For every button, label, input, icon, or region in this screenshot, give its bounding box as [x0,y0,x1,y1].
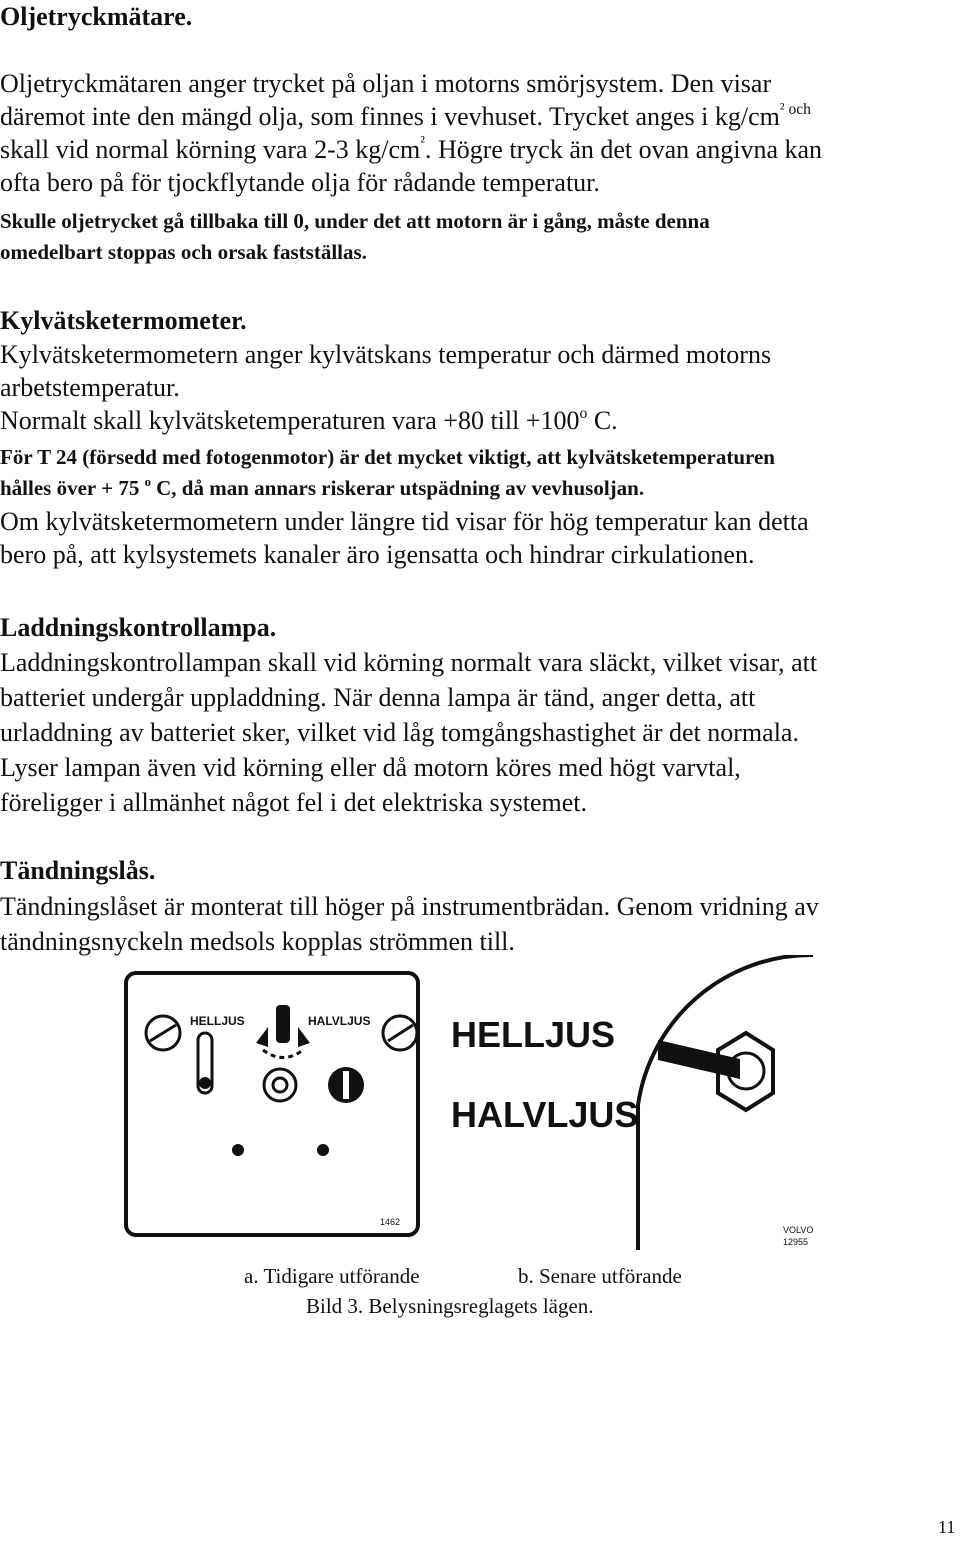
paragraph-coolant-thermometer [0,338,771,437]
bolt-icon [232,1144,244,1156]
helljus-label-small: HELLJUS [190,1014,245,1028]
text-line: urladdning av batteriet sker, vilket vid låg tomgångshastighet är det normala. [0,718,799,747]
ignition-key-icon [328,1067,364,1103]
text-line: däremot inte den mängd olja, som finnes i vevhuset. Trycket anges i $kg/cm^{^2 och}$ [0,101,811,131]
text-line: Laddningskontrollampan skall vid körning normalt vara släckt, vilket visar, att [0,648,818,677]
text-line: För T 24 (försedd med fotogenmotor) är det mycket viktigt, att kylvätsketemperaturen [0,445,775,469]
heading-ignition-lock: Tändningslås. [0,856,156,885]
halvljus-label-small: HALVLJUS [308,1014,371,1028]
text-line: omedelbart stoppas och orsak fastställas. [0,240,367,264]
text-line: bero på, att kylsystemets kanaler äro igensatta och hindrar cirkulationen. [0,540,755,569]
lever-slot-icon [198,1033,212,1093]
warning-oil-pressure [0,206,710,268]
text-line: Oljetryckmätaren anger trycket på oljan i motorns smörjsystem. Den visar [0,69,772,98]
text-line: Skulle oljetrycket gå tillbaka till 0, under det att motorn är i gång, måste denna [0,209,710,233]
caption-b: b. Senare utförande [518,1264,682,1288]
text-line: ofta bero på för tjockflytande olja för rådande temperatur. [0,168,600,197]
helljus-label-large: HELLJUS [451,1014,616,1055]
text-line: tändningsnyckeln medsols kopplas strömmen till. [0,927,515,956]
figure-caption-title: Bild 3. Belysningsreglagets lägen. [306,1294,594,1318]
screw-icon [146,1016,180,1050]
heading-charge-lamp: Laddningskontrollampa. [0,613,277,642]
paragraph-coolant-overheat [0,505,809,571]
caption-a: a. Tidigare utförande [244,1264,420,1288]
text-line: föreligger i allmänhet något fel i det elektriska systemet. [0,788,587,817]
indicator-lamp-icon [264,1069,296,1101]
text-line: Normalt skall kylvätsketemperaturen vara +80 till $+100^o$ C. [0,405,618,435]
figure-code-right: 12955 [783,1237,809,1247]
paragraph-ignition-lock [0,889,819,959]
heading-coolant-thermometer: Kylvätsketermometer. [0,306,247,335]
later-version-switch-panel [451,955,843,1250]
text-line: skall vid normal körning vara 2-3 $kg/cm^{^2}$. Högre tryck än det ovan angivna kan [0,134,823,164]
text-line: batteriet undergår uppladdning. När denna lampa är tänd, anger detta, att [0,683,756,712]
text-line: Om kylvätsketermometern under längre tid visar för hög temperatur kan detta [0,507,809,536]
screw-icon [383,1016,417,1050]
paragraph-oil-pressure [0,67,822,199]
figure-code-left: 1462 [380,1217,401,1227]
early-version-switch-panel [126,973,418,1235]
bolt-icon [317,1144,329,1156]
text-line: Tändningslåset är monterat till höger på instrumentbrädan. Genom vridning av [0,892,819,921]
text-line: Lyser lampan även vid körning eller då motorn köres med högt varvtal, [0,753,741,782]
text-line: arbetstemperatur. [0,373,180,402]
text-line: Kylvätsketermometern anger kylvätskans temperatur och därmed motorns [0,340,772,369]
brand-label: VOLVO [783,1225,814,1235]
light-switch-figure [118,955,843,1255]
text-line: hålles över + 75 $^o$ C, då man annars riskerar utspädning av vevhusoljan. [0,475,645,500]
halvljus-label-large: HALVLJUS [451,1094,639,1135]
page-number: 11 [938,1517,956,1537]
heading-oil-pressure: Oljetryckmätare. [0,2,193,31]
paragraph-charge-lamp [0,645,817,820]
warning-coolant [0,442,775,504]
